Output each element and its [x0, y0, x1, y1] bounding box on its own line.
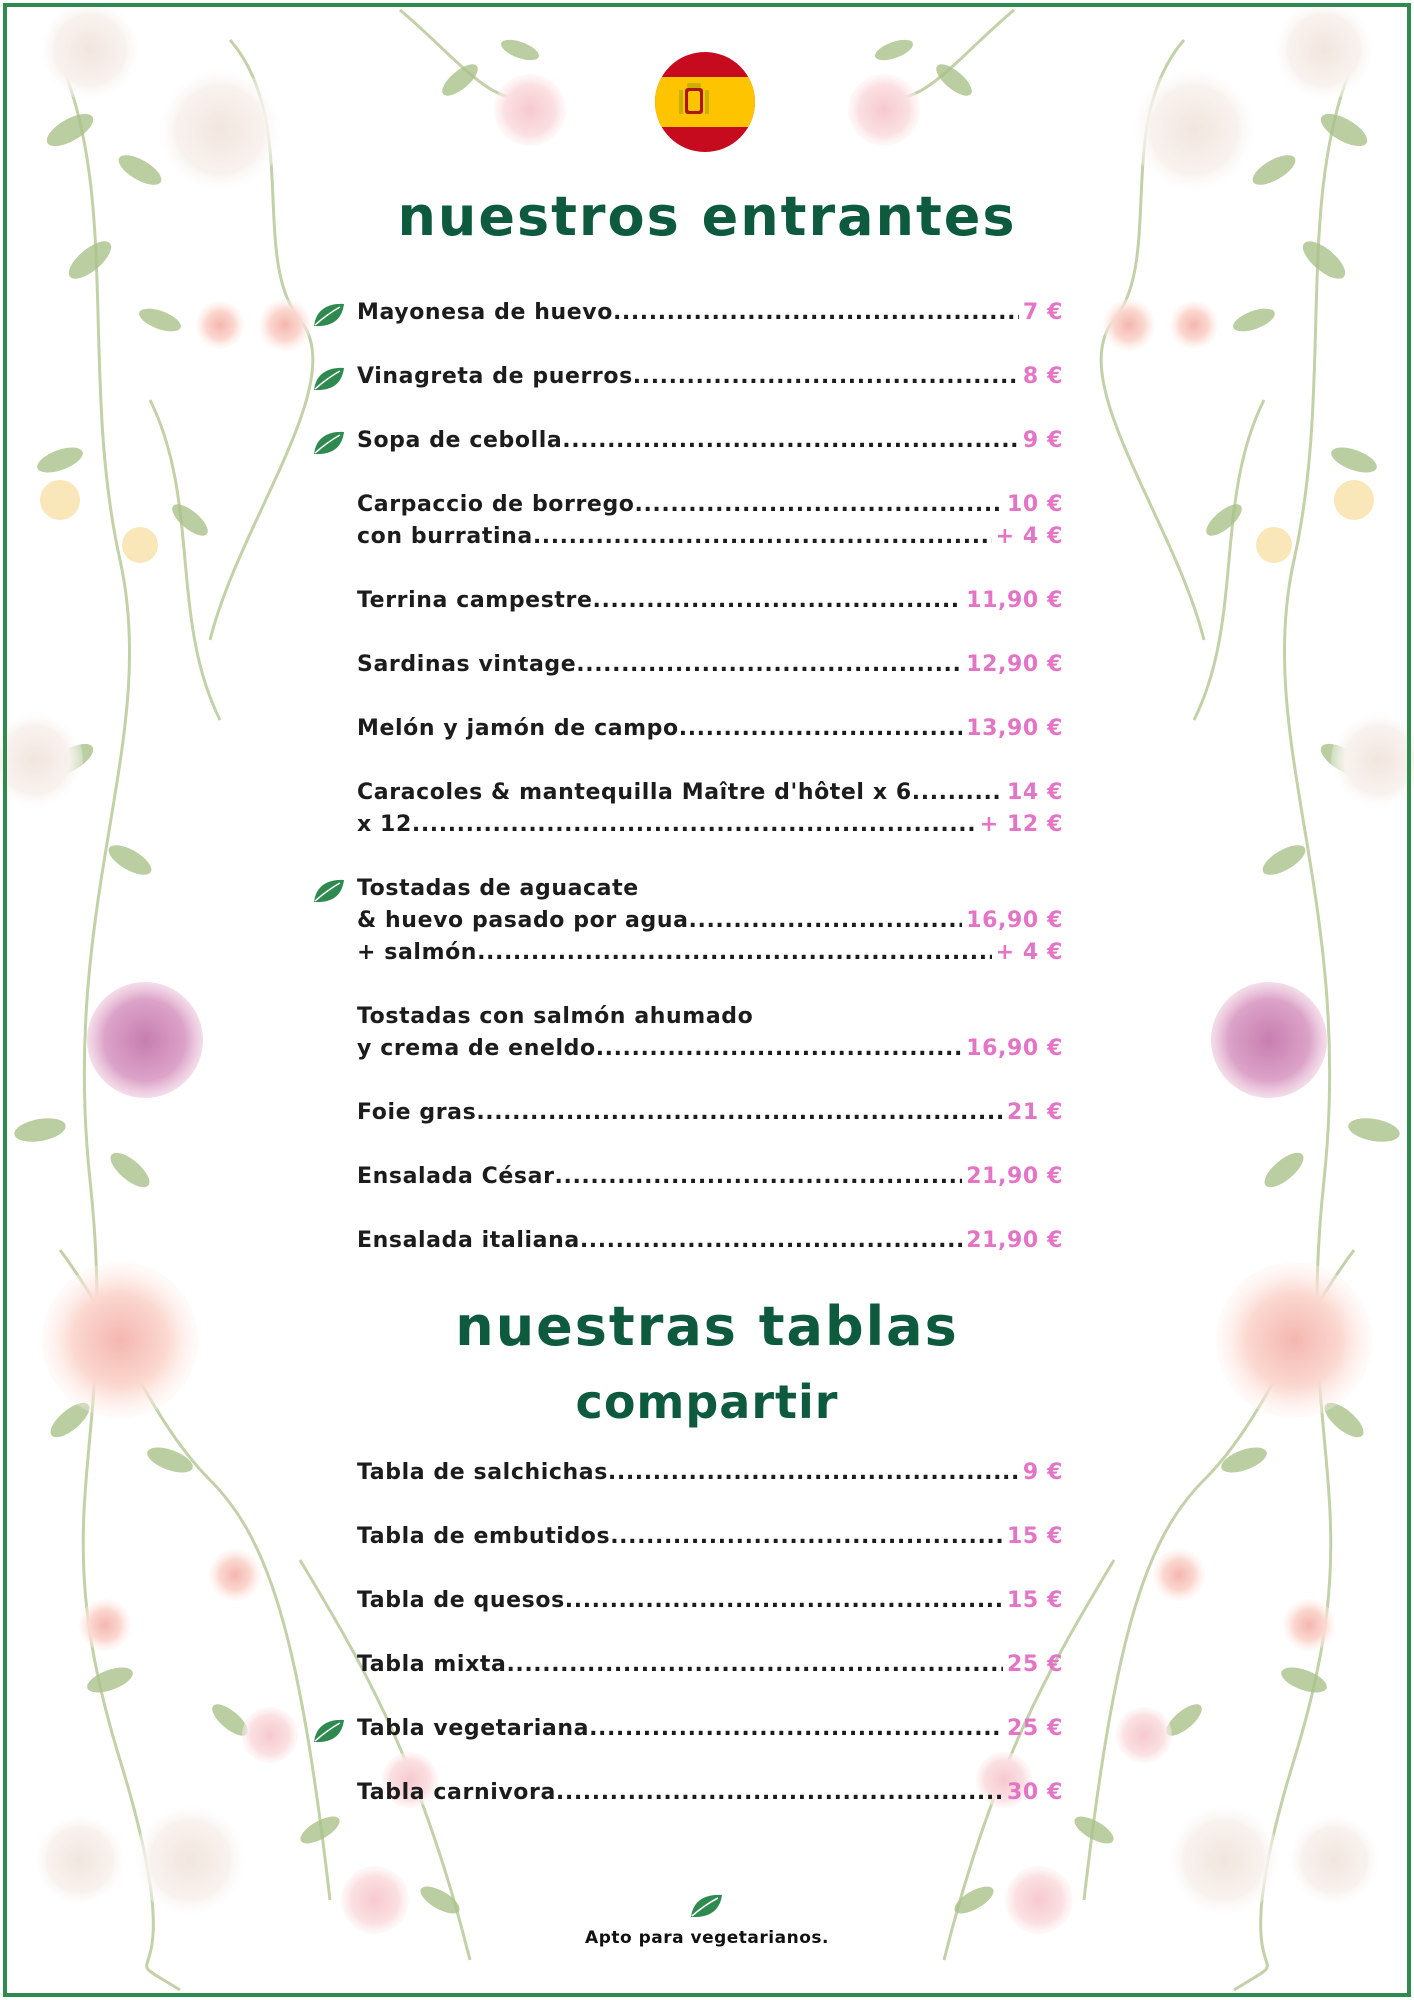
- menu-item-name: Tostadas con salmón ahumado: [357, 1004, 754, 1029]
- menu-item-price: 21,90 €: [966, 1228, 1063, 1253]
- menu-item-name: Caracoles & mantequilla Maître d'hôtel x 6: [357, 780, 912, 805]
- menu-item: [357, 908, 1063, 940]
- menu-item-name: Vinagreta de puerros: [357, 364, 633, 389]
- menu-item-name: Sopa de cebolla: [357, 428, 563, 453]
- menu-item-price: 14 €: [1007, 780, 1063, 805]
- dot-leader: [477, 940, 992, 965]
- menu-item: [357, 1652, 1063, 1684]
- dot-leader: [635, 492, 1004, 517]
- menu-item: [357, 1228, 1063, 1260]
- menu-item-price: 21,90 €: [966, 1164, 1063, 1189]
- menu-item-name: Tostadas de aguacate: [357, 876, 639, 901]
- dot-leader: [592, 588, 962, 613]
- menu-item-name: con burratina: [357, 524, 533, 549]
- menu-item-name: Tabla vegetariana: [357, 1716, 590, 1741]
- menu-item: [357, 1100, 1063, 1132]
- menu-item-price: 8 €: [1022, 364, 1063, 389]
- menu-item-name: Sardinas vintage: [357, 652, 577, 677]
- dot-leader: [679, 716, 962, 741]
- menu-item-price: 10 €: [1007, 492, 1063, 517]
- menu-item-name: Tabla de embutidos: [357, 1524, 611, 1549]
- menu-item-price: 13,90 €: [966, 716, 1063, 741]
- menu-item-name: x 12: [357, 812, 412, 837]
- dot-leader: [565, 1588, 1003, 1613]
- menu-item-name: Ensalada italiana: [357, 1228, 580, 1253]
- menu-item: [357, 428, 1063, 460]
- menu-item: [357, 1780, 1063, 1812]
- dot-leader: [533, 524, 992, 549]
- dot-leader: [589, 1716, 1003, 1741]
- dot-leader: [555, 1164, 963, 1189]
- menu-item-price: 16,90 €: [966, 908, 1063, 933]
- menu-item-price: 15 €: [1007, 1588, 1063, 1613]
- menu-item-name: Carpaccio de borrego: [357, 492, 635, 517]
- menu-item-price: + 12 €: [979, 812, 1063, 837]
- menu-item-name: Ensalada César: [357, 1164, 555, 1189]
- menu-item-name: & huevo pasado por agua: [357, 908, 689, 933]
- dot-leader: [613, 300, 1019, 325]
- menu-item-name: Melón y jamón de campo: [357, 716, 679, 741]
- dot-leader: [506, 1652, 1003, 1677]
- boards-title: nuestras tablas: [455, 1295, 959, 1358]
- menu-item-price: 16,90 €: [966, 1036, 1063, 1061]
- dot-leader: [608, 1460, 1019, 1485]
- vegetarian-leaf-icon: [312, 1718, 346, 1744]
- dot-leader: [610, 1524, 1003, 1549]
- menu-item: [357, 780, 1063, 812]
- menu-item-price: + 4 €: [995, 940, 1063, 965]
- dot-leader: [689, 908, 963, 933]
- menu-item-price: 12,90 €: [966, 652, 1063, 677]
- menu-item: [357, 1164, 1063, 1196]
- menu-item-price: 25 €: [1007, 1652, 1063, 1677]
- dot-leader: [576, 652, 962, 677]
- menu-item-price: 7 €: [1022, 300, 1063, 325]
- menu-item-price: 30 €: [1007, 1780, 1063, 1805]
- vegetarian-leaf-icon: [312, 302, 346, 328]
- menu-item: [357, 652, 1063, 684]
- menu-item-name: + salmón: [357, 940, 478, 965]
- menu-item-name: Tabla carnivora: [357, 1780, 556, 1805]
- vegetarian-note: Apto para vegetarianos.: [585, 1928, 829, 1948]
- menu-item: [357, 1524, 1063, 1556]
- vegetarian-leaf-icon: [312, 430, 346, 456]
- menu-item: [357, 588, 1063, 620]
- menu-item-name: Tabla mixta: [357, 1652, 507, 1677]
- menu-item-price: 21 €: [1007, 1100, 1063, 1125]
- menu-item-price: 9 €: [1022, 428, 1063, 453]
- menu-item-price: 25 €: [1007, 1716, 1063, 1741]
- dot-leader: [476, 1100, 1003, 1125]
- starters-title: nuestros entrantes: [397, 185, 1017, 248]
- menu-item-name: Mayonesa de huevo: [357, 300, 613, 325]
- menu-item: [357, 1004, 1063, 1036]
- spain-flag-icon: [655, 52, 755, 152]
- boards-subtitle: compartir: [575, 1375, 839, 1429]
- menu-item-name: Foie gras: [357, 1100, 477, 1125]
- menu-item-price: + 4 €: [995, 524, 1063, 549]
- menu-item: [357, 364, 1063, 396]
- menu-item-name: Tabla de salchichas: [357, 1460, 608, 1485]
- menu-item: [357, 1588, 1063, 1620]
- menu-item: [357, 940, 1063, 972]
- vegetarian-leaf-icon: [312, 366, 346, 392]
- menu-item-name: Tabla de quesos: [357, 1588, 565, 1613]
- vegetarian-leaf-icon: [312, 878, 346, 904]
- dot-leader: [556, 1780, 1003, 1805]
- dot-leader: [596, 1036, 963, 1061]
- leaf-icon: [688, 1892, 724, 1920]
- menu-item: [357, 1460, 1063, 1492]
- menu-item: [357, 812, 1063, 844]
- menu-item: [357, 524, 1063, 556]
- menu-item: [357, 492, 1063, 524]
- dot-leader: [580, 1228, 962, 1253]
- dot-leader: [412, 812, 976, 837]
- menu-item-name: y crema de eneldo: [357, 1036, 596, 1061]
- menu-item: [357, 716, 1063, 748]
- menu-item: [357, 1036, 1063, 1068]
- menu-item-price: 15 €: [1007, 1524, 1063, 1549]
- menu-item: [357, 300, 1063, 332]
- menu-item: [357, 1716, 1063, 1748]
- menu-item-name: Terrina campestre: [357, 588, 593, 613]
- menu-item-price: 9 €: [1022, 1460, 1063, 1485]
- dot-leader: [912, 780, 1003, 805]
- menu-item: [357, 876, 1063, 908]
- menu-item-price: 11,90 €: [966, 588, 1063, 613]
- dot-leader: [633, 364, 1019, 389]
- dot-leader: [562, 428, 1019, 453]
